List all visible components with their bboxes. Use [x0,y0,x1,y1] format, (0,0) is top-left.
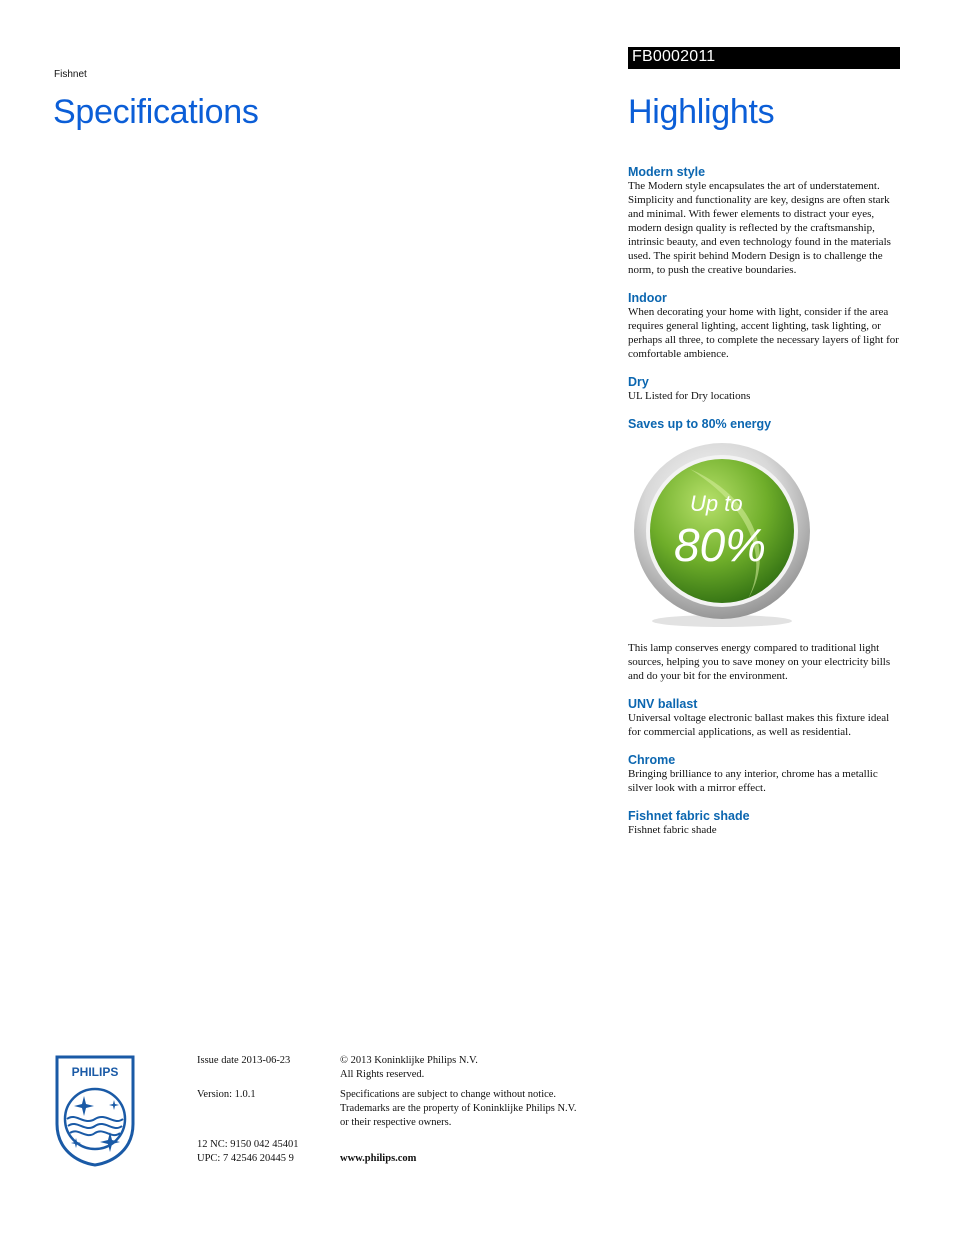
highlight-heading: Modern style [628,165,706,179]
highlight-heading: Fishnet fabric shade [628,809,750,823]
logo-wordmark: PHILIPS [71,1065,119,1079]
highlight-heading: Saves up to 80% energy [628,417,772,431]
highlight-chrome [628,753,900,795]
highlight-text: UL Listed for Dry locations [628,390,751,402]
highlight-fishnet-shade [628,809,900,837]
issue-date: Issue date 2013-06-23 [197,1055,291,1066]
notice-line-3: or their respective owners. [340,1117,452,1128]
highlight-text: This lamp conserves energy compared to traditional light sources, helping you to save money on your electricity bills and do your bit for the environment. [628,642,891,682]
highlight-text: The Modern style encapsulates the art of understatement. Simplicity and functionality are key, designs are often stark and minimal. With fewer elements to distract your eyes, modern design quality is reflected by the craftsmanship, intrinsic beauty, and even technology found in the materials used. The spirit behind Modern Design is to challenge the norm, to push the creative boundaries. [628,180,891,276]
website-link[interactable]: www.philips.com [340,1153,417,1164]
highlight-text: Bringing brilliance to any interior, chrome has a metallic silver look with a mirror effect. [628,768,878,794]
highlight-dry [628,375,900,403]
highlight-energy [628,417,900,683]
highlight-unv-ballast [628,697,900,739]
highlight-text: When decorating your home with light, consider if the area requires general lighting, accent lighting, task lighting, or perhaps all three, to complete the necessary layers of light for comfortable ambience. [628,306,899,360]
rights: All Rights reserved. [340,1069,425,1080]
product-code: FB0002011 [632,48,716,65]
highlight-heading: Dry [628,375,649,389]
energy-saving-badge-icon [628,439,816,629]
highlights-title: Highlights [628,93,775,131]
notice-line-1: Specifications are subject to change without notice. [340,1089,557,1100]
product-line: Fishnet [54,69,87,80]
philips-logo-icon [54,1054,136,1167]
highlight-indoor [628,291,900,361]
highlight-text: Universal voltage electronic ballast makes this fixture ideal for commercial applications, as well as residential. [628,712,890,738]
notice-line-2: Trademarks are the property of Koninklijke Philips N.V. [340,1103,577,1114]
highlight-text: Fishnet fabric shade [628,824,717,836]
badge-value-text: 80% [674,519,767,571]
highlight-heading: UNV ballast [628,697,698,711]
specifications-title: Specifications [53,93,259,131]
highlights-list [628,165,900,851]
upc-code: UPC: 7 42546 20445 9 [197,1153,294,1164]
badge-top-text: Up to [690,491,743,516]
highlight-modern-style [628,165,900,277]
highlight-heading: Indoor [628,291,667,305]
highlight-heading: Chrome [628,753,676,767]
copyright: © 2013 Koninklijke Philips N.V. [340,1055,478,1066]
product-code-bar [628,47,900,69]
nc-code: 12 NC: 9150 042 45401 [197,1139,299,1150]
version: Version: 1.0.1 [197,1089,256,1100]
